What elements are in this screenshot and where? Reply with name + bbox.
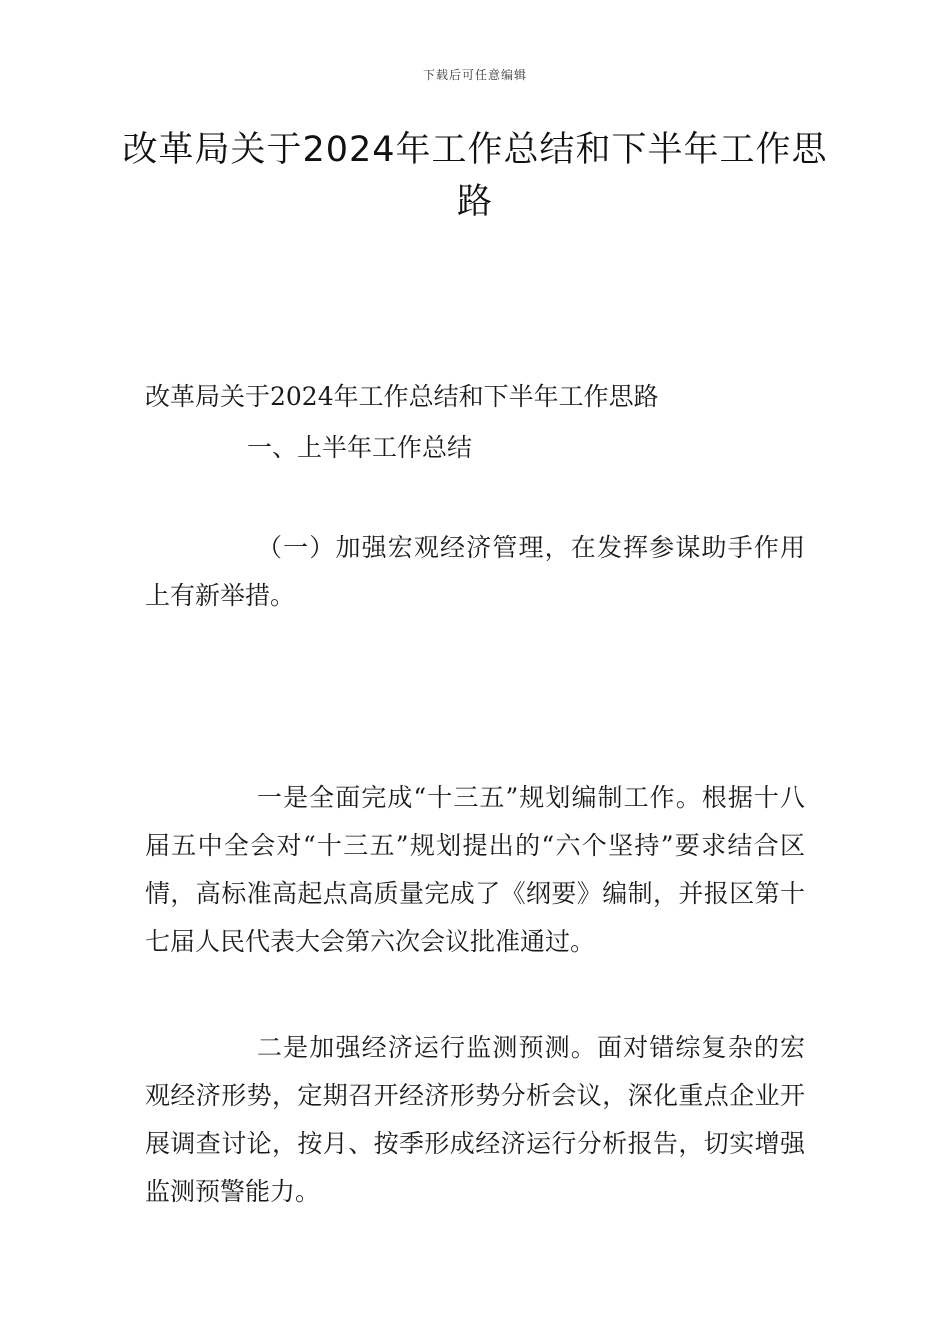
document-subtitle: 改革局关于2024年工作总结和下半年工作思路 [145, 382, 659, 411]
sub-heading: （一）加强宏观经济管理，在发挥参谋助手作用上有新举措。 [145, 533, 805, 610]
paragraph: 二是加强经济运行监测预测。面对错综复杂的宏观经济形势，定期召开经济形势分析会议，深化重点企业开展调查讨论，按月、按季形成经济运行分析报告，切实增强监测预警能力。 [145, 1033, 805, 1206]
paragraph: 一是全面完成“十三五”规划编制工作。根据十八届五中全会对“十三五”规划提出的“六个坚持”要求结合区情，高标准高起点高质量完成了《纲要》编制，并报区第十七届人民代表大会第六次会议批准通过。 [145, 783, 805, 956]
document-title: 改革局关于2024年工作总结和下半年工作思路 [122, 130, 828, 222]
section-heading: 一、上半年工作总结 [247, 433, 473, 462]
header-note: 下载后可任意编辑 [422, 68, 527, 82]
